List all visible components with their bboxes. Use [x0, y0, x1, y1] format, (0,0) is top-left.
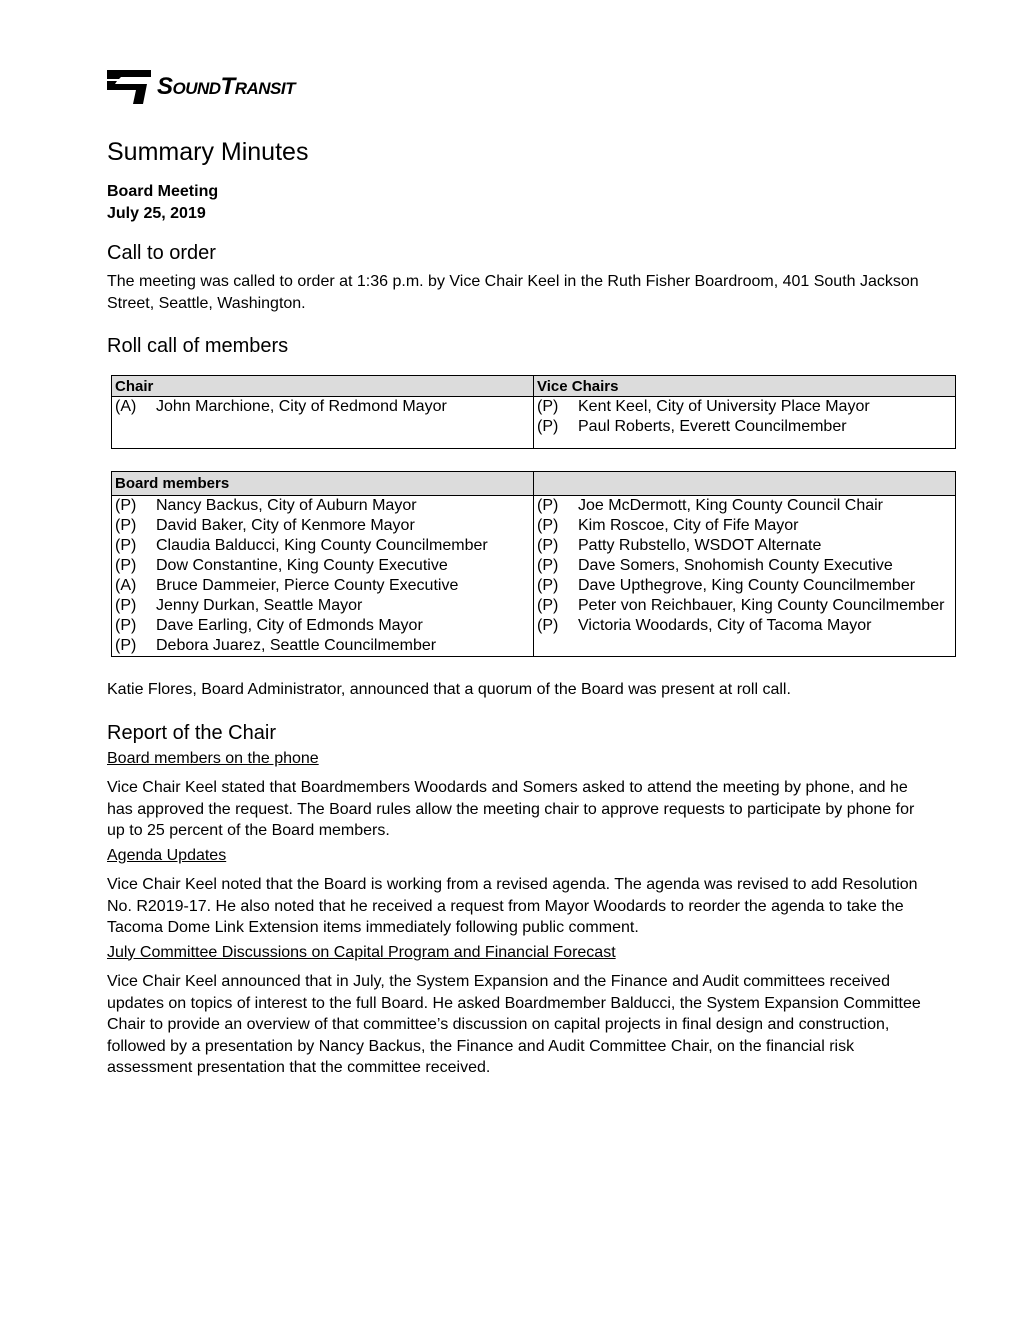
- attendance-status: (P): [115, 557, 137, 574]
- member-name: Bruce Dammeier, Pierce County Executive: [156, 577, 459, 594]
- member-name: Jenny Durkan, Seattle Mayor: [156, 597, 363, 614]
- section-link[interactable]: Board members on the phone: [107, 749, 319, 767]
- member-name: Patty Rubstello, WSDOT Alternate: [578, 537, 822, 554]
- member-name: Kent Keel, City of University Place Mayor: [578, 398, 870, 415]
- section-text: Vice Chair Keel announced that in July, the System Expansion and the Finance and Audit committees received updates on topics of interest to the full Board. He asked Boardmember Balducci, the System Expansion Committee Chair to provide an overview of that committee’s discussion on capital projects in final design and construction, followed by a presentation by Nancy Backus, the Finance and Audit Committee Chair, on the financial risk assessment presentation that the committee received.: [107, 973, 921, 1076]
- attendance-status: (P): [115, 637, 137, 654]
- vice-chairs-cell: [534, 397, 956, 449]
- attendance-status: (P): [537, 497, 559, 514]
- member-entry: [115, 636, 530, 656]
- call-to-order-text: The meeting was called to order at 1:36 p.m. by Vice Chair Keel in the Ruth Fisher Boardroom, 401 South Jackson Street, Seattle, Washington.: [107, 273, 919, 312]
- member-name: Paul Roberts, Everett Councilmember: [578, 418, 847, 435]
- attendance-status: (P): [537, 617, 559, 634]
- member-entry: [115, 616, 530, 636]
- member-entry: [537, 516, 952, 536]
- member-entry: [115, 596, 530, 616]
- meeting-date: July 25, 2019: [107, 205, 206, 222]
- section-link[interactable]: July Committee Discussions on Capital Program and Financial Forecast: [107, 943, 616, 961]
- roll-call-heading: Roll call of members: [107, 335, 289, 357]
- member-entry: [115, 556, 530, 576]
- attendance-status: (P): [115, 617, 137, 634]
- logo-text: SoundTransit: [157, 73, 295, 100]
- page-title: Summary Minutes: [107, 138, 309, 166]
- board-left-cell: [112, 496, 534, 657]
- call-to-order-heading: Call to order: [107, 242, 216, 264]
- attendance-status: (P): [537, 517, 559, 534]
- member-name: Victoria Woodards, City of Tacoma Mayor: [578, 617, 872, 634]
- attendance-status: (P): [537, 577, 559, 594]
- member-name: Claudia Balducci, King County Councilmember: [156, 537, 488, 554]
- section-link[interactable]: Agenda Updates: [107, 846, 227, 864]
- attendance-status: (P): [115, 597, 137, 614]
- member-entry: [537, 576, 952, 596]
- member-entry: [537, 556, 952, 576]
- member-entry: [115, 496, 530, 516]
- member-name: Dave Earling, City of Edmonds Mayor: [156, 617, 423, 634]
- member-name: Dave Upthegrove, King County Councilmember: [578, 577, 916, 594]
- board-members-header: Board members: [112, 472, 534, 496]
- member-entry: [115, 536, 530, 556]
- officers-table: [111, 375, 956, 449]
- member-entry: [537, 596, 952, 616]
- member-entry: [537, 496, 952, 516]
- member-name: Nancy Backus, City of Auburn Mayor: [156, 497, 417, 514]
- member-name: Dow Constantine, King County Executive: [156, 557, 448, 574]
- member-entry: [115, 397, 530, 417]
- attendance-status: (P): [115, 497, 137, 514]
- attendance-status: (P): [537, 398, 559, 415]
- member-entry: [537, 417, 952, 437]
- board-members-table: [111, 471, 956, 657]
- member-entry: [537, 397, 952, 417]
- member-entry: [537, 536, 952, 556]
- section-text: Vice Chair Keel noted that the Board is working from a revised agenda. The agenda was revised to add Resolution No. R2019-17. He also noted that he received a request from Mayor Woodards to reorder the agenda to take the Tacoma Dome Link Extension items immediately following public comment.: [107, 876, 918, 936]
- member-name: Peter von Reichbauer, King County Councilmember: [578, 597, 945, 614]
- attendance-status: (P): [537, 557, 559, 574]
- member-name: Joe McDermott, King County Council Chair: [578, 497, 884, 514]
- report-heading: Report of the Chair: [107, 721, 276, 744]
- attendance-status: (A): [115, 398, 137, 415]
- section-text: Vice Chair Keel stated that Boardmembers Woodards and Somers asked to attend the meeting by phone, and he has approved the request. The Board rules allow the meeting chair to approve requests to participate by phone for up to 25 percent of the Board members.: [107, 779, 915, 839]
- member-name: Kim Roscoe, City of Fife Mayor: [578, 517, 799, 534]
- attendance-status: (P): [115, 517, 137, 534]
- member-name: Dave Somers, Snohomish County Executive: [578, 557, 893, 574]
- member-entry: [115, 576, 530, 596]
- attendance-status: (A): [115, 577, 137, 594]
- attendance-status: (P): [537, 597, 559, 614]
- attendance-status: (P): [537, 537, 559, 554]
- chair-cell: [112, 397, 534, 449]
- member-name: John Marchione, City of Redmond Mayor: [156, 398, 447, 415]
- member-entry: [537, 616, 952, 636]
- quorum-text: Katie Flores, Board Administrator, announced that a quorum of the Board was present at roll call.: [107, 681, 791, 698]
- member-name: David Baker, City of Kenmore Mayor: [156, 517, 415, 534]
- vice-chairs-header: Vice Chairs: [534, 376, 956, 397]
- sound-transit-logo: [107, 70, 295, 104]
- meeting-type: Board Meeting: [107, 183, 219, 200]
- attendance-status: (P): [115, 537, 137, 554]
- member-entry: [115, 516, 530, 536]
- board-right-cell: [534, 496, 956, 657]
- chair-header: Chair: [112, 376, 534, 397]
- attendance-status: (P): [537, 418, 559, 435]
- sound-transit-logo-icon: [107, 70, 151, 104]
- member-name: Debora Juarez, Seattle Councilmember: [156, 637, 437, 654]
